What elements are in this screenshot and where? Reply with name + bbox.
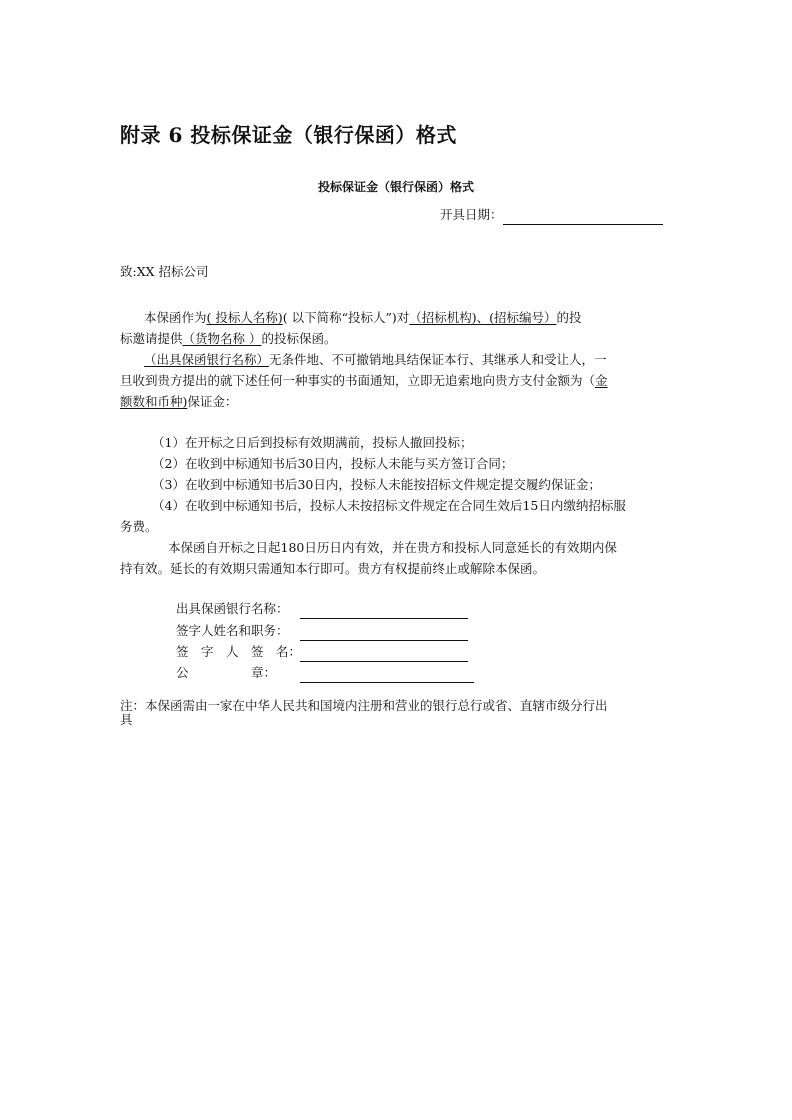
paragraph-guarantee-line3 (120, 391, 676, 412)
paragraph-intro-line2 (120, 328, 676, 349)
signature-row-seal (176, 663, 474, 683)
issue-date-blank (503, 210, 663, 225)
issue-date-row (440, 205, 663, 225)
field-amount-currency-a: 金 (595, 373, 608, 388)
document-title: 附录 6 投标保证金（银行保函）格式 (120, 123, 457, 147)
intro-text-2: ( 以下简称“投标人”)对 (282, 310, 410, 325)
paragraph-guarantee-line1 (120, 349, 676, 370)
signer-sign-blank (300, 647, 468, 662)
bank-name-label: 出具保函银行名称： (176, 601, 289, 616)
conditions-list (120, 432, 676, 579)
paragraph-intro-line1 (120, 307, 676, 328)
addressee: 致:XX 招标公司 (120, 264, 209, 279)
seal-label: 公 章： (176, 665, 277, 680)
condition-item: （4）在收到中标通知书后，投标人未按招标文件规定在合同生效后15日内缴纳招标服 (152, 498, 626, 513)
field-goods-name: （货物名称 ） (182, 331, 262, 346)
condition-item: （3）在收到中标通知书后30日内，投标人未能按招标文件规定提交履约保证金； (152, 477, 601, 492)
field-agency-and-number: （招标机构)、(招标编号） (409, 310, 557, 325)
signer-title-label: 签字人姓名和职务： (176, 623, 289, 638)
field-bidder-name: ( 投标人名称) (206, 310, 283, 325)
seal-blank (300, 668, 474, 683)
signature-row-sign (176, 642, 468, 662)
condition-item: （2）在收到中标通知书后30日内，投标人未能与买方签订合同； (152, 456, 514, 471)
form-subtitle: 投标保证金（银行保函）格式 (317, 180, 474, 194)
paragraph-intro (120, 307, 676, 412)
signature-row-bank (176, 599, 468, 619)
field-bank-name: （出具保函银行名称） (144, 352, 270, 367)
footnote (120, 699, 608, 727)
intro-text-3: 的投 (556, 310, 582, 325)
guarantee-text-2: 旦收到贵方提出的就下述任何一种事实的书面通知，立即无追索地向贵方支付金额为（ (120, 373, 596, 388)
field-amount-currency-b: 额数和币种) (120, 394, 188, 409)
intro-text-4: 标邀请提供 (120, 331, 183, 346)
intro-text-1: 本保函作为 (144, 310, 207, 325)
signature-row-title (176, 621, 468, 641)
footnote-line2: 具 (120, 712, 133, 727)
condition-item-continuation: 务费。 (120, 519, 158, 534)
condition-item: （1）在开标之日后到投标有效期满前，投标人撤回投标； (152, 435, 473, 450)
footnote-line1: 注：本保函需由一家在中华人民共和国境内注册和营业的银行总行或省、直辖市级分行出 (120, 698, 608, 713)
validity-line1: 本保函自开标之日起180日历日内有效，并在贵方和投标人同意延长的有效期内保 (168, 540, 617, 555)
signer-title-blank (300, 626, 468, 641)
issue-date-label: 开具日期： (440, 207, 503, 222)
bank-name-blank (300, 604, 468, 619)
signer-sign-label: 签 字 人 签 名： (176, 644, 302, 659)
intro-text-5: 的投标保函。 (261, 331, 337, 346)
guarantee-text-3: 保证金： (187, 394, 238, 409)
paragraph-guarantee-line2 (120, 370, 676, 391)
guarantee-text-1: 无条件地、不可撤销地具结保证本行、其继承人和受让人，一 (269, 352, 607, 367)
validity-line2: 持有效。延长的有效期只需通知本行即可。贵方有权提前终止或解除本保函。 (120, 561, 546, 576)
